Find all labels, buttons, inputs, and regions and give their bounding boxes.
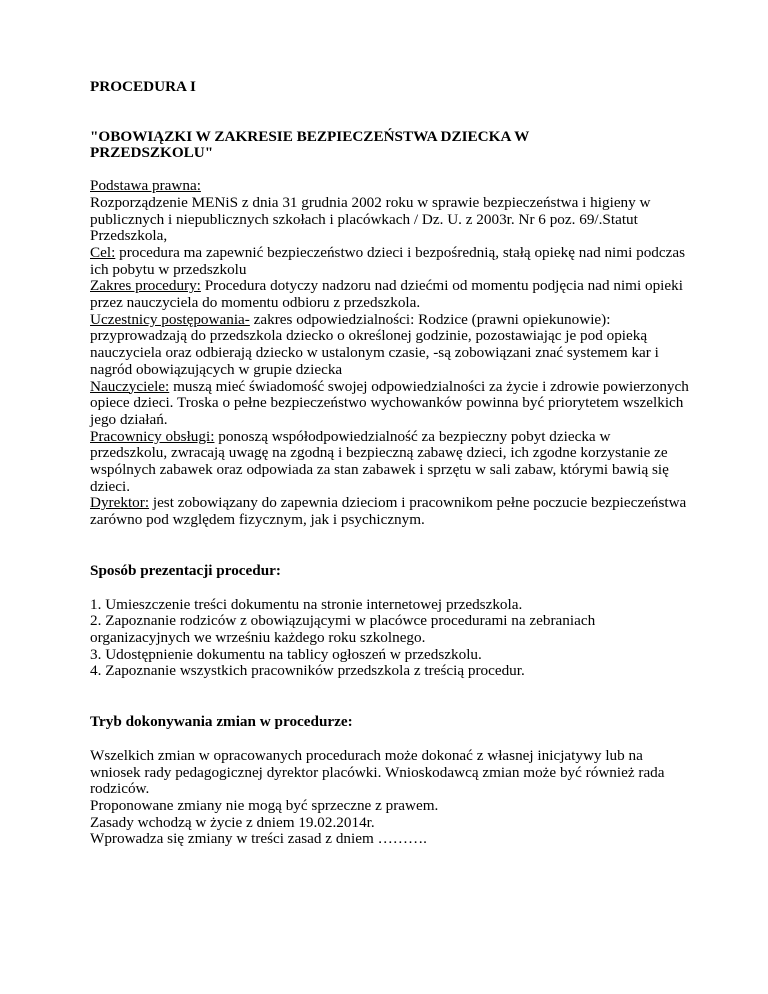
podstawa-prawna-label: Podstawa prawna: [90,177,201,195]
pracownicy-text: ponoszą współodpowiedzialność za bezpieczny pobyt dziecka w przedszkolu, zwracają uwagę na zgodną i bezpieczną zabawę dzieci, ich zgodne korzystanie ze wspólnych zabawek oraz odpowiada za stan zabawek i sprzętu w sali zabaw, którymi bawią się dzieci. [90,427,669,495]
cel-label: Cel: [90,243,116,261]
zakres-text: Procedura dotyczy nadzoru nad dziećmi od momentu podjęcia nad nimi opieki przez nauczyciela do momentu odbioru z przedszkola. [90,277,683,312]
procedure-title-line-2: PRZEDSZKOLU" [90,144,214,162]
uczestnicy-label: Uczestnicy postępowania- [90,310,250,328]
sposob-list-item-1: 1. Umieszczenie treści dokumentu na stronie internetowej przedszkola. [90,595,523,613]
cel-text: procedura ma zapewnić bezpieczeństwo dzieci i bezpośrednią, stałą opiekę nad nimi podczas ich pobytu w przedszkolu [90,243,686,278]
pracownicy-label: Pracownicy obsługi: [90,427,215,445]
tryb-zmian-line-3: Zasady wchodzą w życie z dniem 19.02.2014r. [90,813,375,831]
tryb-zmian-line-1: Wszelkich zmian w opracowanych procedurach może dokonać z własnej inicjatywy lub na wniosek rady pedagogicznej dyrektor placówki. Wnioskodawcą zmian może być również rada rodziców. [90,746,665,798]
cel-paragraph [90,245,690,278]
pracownicy-paragraph [90,429,690,496]
procedure-title-heading [90,129,690,162]
uczestnicy-text: zakres odpowiedzialności: Rodzice (prawni opiekunowie): przyprowadzają do przedszkola dziecko o określonej godzinie, pozostawiając je pod opieką nauczyciela oraz odbierają dziecko w ustalonym czasie, -są zobowiązani znać systemem kar i nagród obowiązujących w grupie dziecka [90,310,659,378]
sposob-list-item-3: 3. Udostępnienie dokumentu na tablicy ogłoszeń w przedszkolu. [90,645,482,663]
dyrektor-text: jest zobowiązany do zapewnia dzieciom i pracownikom pełne poczucie bezpieczeństwa zarówno pod względem fizycznym, jak i psychicznym. [90,494,687,529]
nauczyciele-paragraph [90,379,690,429]
nauczyciele-text: muszą mieć świadomość swojej odpowiedzialności za życie i zdrowie powierzonych opiece dzieci. Troska o pełne bezpieczeństwo wychowanków powinna być priorytetem wszelkich jego działań. [90,377,689,428]
tryb-zmian-heading: Tryb dokonywania zmian w procedurze: [90,713,353,731]
dyrektor-paragraph [90,495,690,528]
zakres-paragraph [90,278,690,311]
procedure-title-line-1: "OBOWIĄZKI W ZAKRESIE BEZPIECZEŃSTWA DZIECKA W [90,127,530,145]
tryb-zmian-line-4: Wprowadza się zmiany w treści zasad z dniem ………. [90,830,427,848]
podstawa-prawna-text: Rozporządzenie MENiS z dnia 31 grudnia 2002 roku w sprawie bezpieczeństwa i higieny w publicznych i niepublicznych szkołach i placówkach / Dz. U. z 2003r. Nr 6 poz. 69/.Statut Przedszkola, [90,193,651,245]
uczestnicy-paragraph [90,312,690,379]
tryb-zmian-line-2: Proponowane zmiany nie mogą być sprzeczne z prawem. [90,796,439,814]
document-content [90,79,690,848]
zakres-label: Zakres procedury: [90,277,201,295]
sposob-list-item-4: 4. Zapoznanie wszystkich pracowników przedszkola z treścią procedur. [90,662,525,680]
dyrektor-label: Dyrektor: [90,494,150,512]
tryb-zmian-text [90,748,690,848]
podstawa-prawna-paragraph [90,178,690,245]
sposob-list-item-2: 2. Zapoznanie rodziców z obowiązującymi w placówce procedurami na zebraniach organizacyjnych we wrześniu każdego roku szkolnego. [90,612,596,646]
sposob-prezentacji-heading: Sposób prezentacji procedur: [90,561,281,579]
sposob-prezentacji-list [90,597,690,681]
procedure-number-heading: PROCEDURA I [90,78,196,95]
nauczyciele-label: Nauczyciele: [90,377,170,395]
